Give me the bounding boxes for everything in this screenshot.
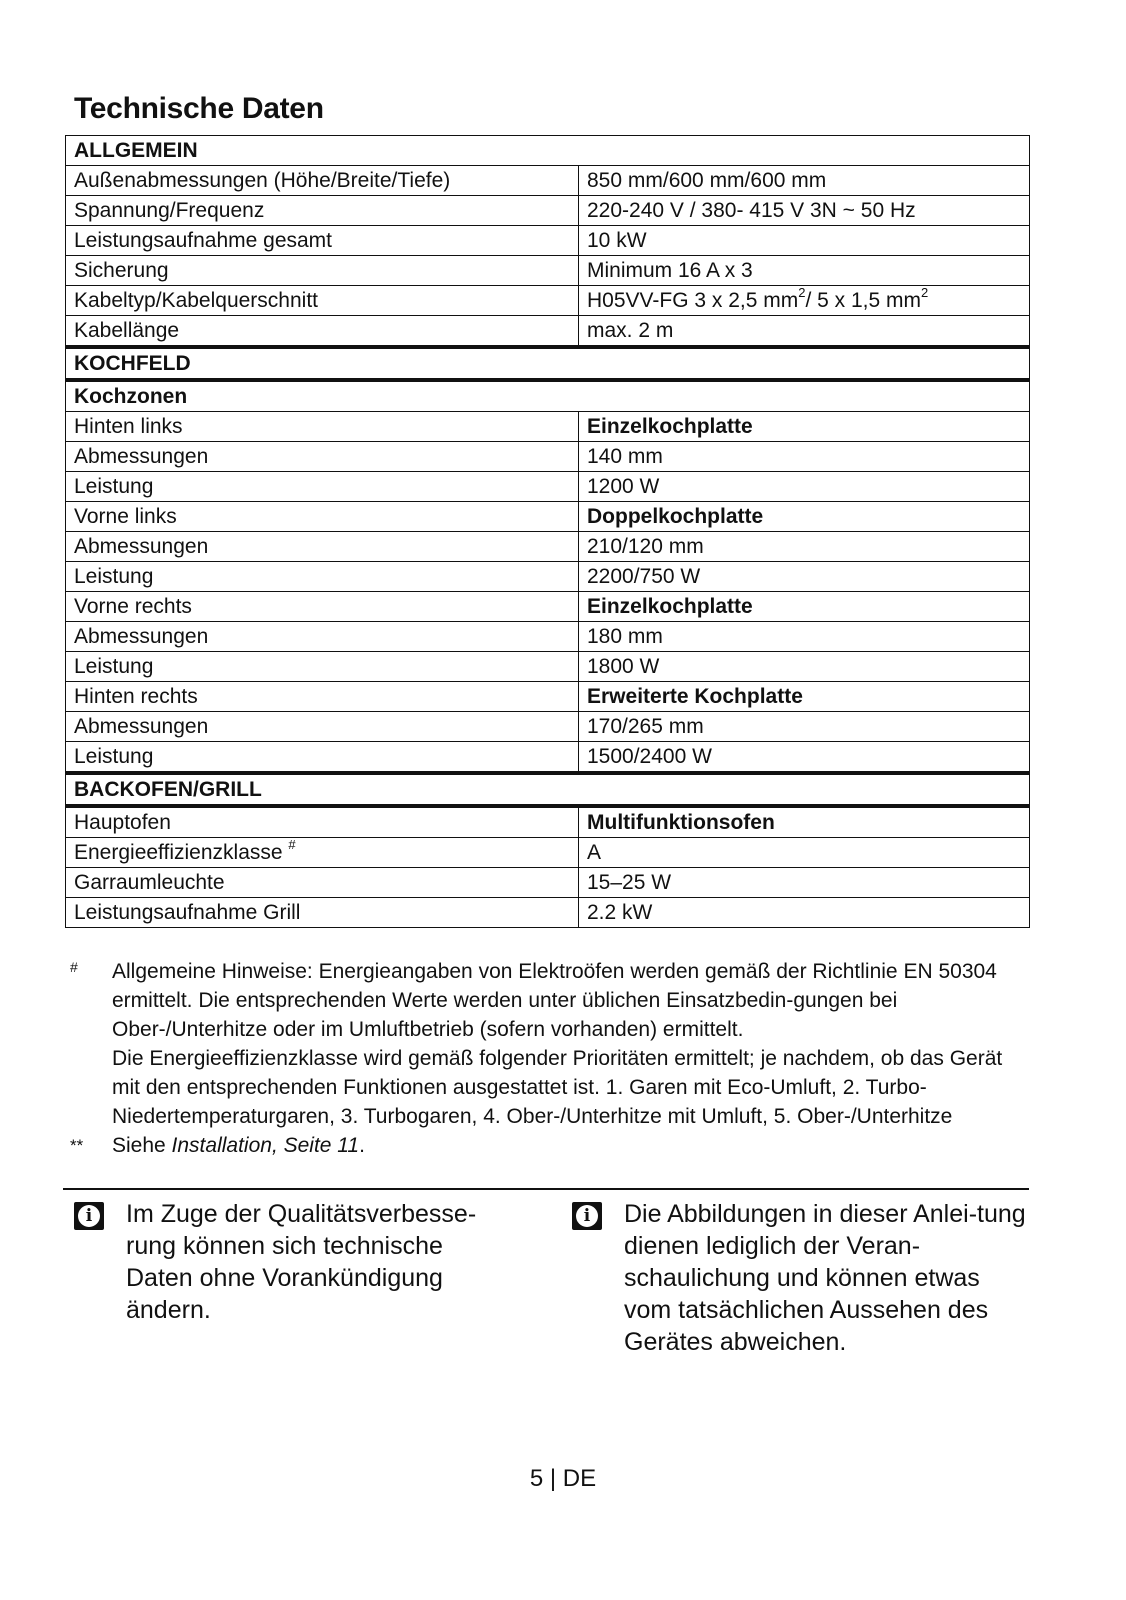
table-row <box>66 316 1030 348</box>
cable-spec-part1: H05VV-FG 3 x 2,5 mm <box>587 289 799 312</box>
row-value: Doppelkochplatte <box>579 502 1030 532</box>
row-value: 170/265 mm <box>579 712 1030 742</box>
row-value: Minimum 16 A x 3 <box>579 256 1030 286</box>
footnote-text: Allgemeine Hinweise: Energieangaben von Elektroöfen werden gemäß der Richtlinie EN 50304 ermittelt. Die entsprechenden Werte werden unter üblichen Einsatzbedin-gungen bei Ober-/Unterhitze oder im Umluftbetrieb (sofern vorhanden) ermittelt. <box>112 960 997 1041</box>
row-label: Leistung <box>66 562 579 592</box>
table-row <box>66 622 1030 652</box>
subsection-title: Kochzonen <box>66 380 1030 412</box>
section-title: BACKOFEN/GRILL <box>66 773 1030 806</box>
table-row <box>66 502 1030 532</box>
table-row <box>66 286 1030 316</box>
row-label: Hauptofen <box>66 806 579 838</box>
row-label: Leistungsaufnahme gesamt <box>66 226 579 256</box>
note-text: Die Abbildungen in dieser Anlei-tung dienen lediglich der Veran-schaulichung und können etwas vom tatsächlichen Aussehen des Gerätes abweichen. <box>624 1200 1026 1356</box>
row-value: 2200/750 W <box>579 562 1030 592</box>
row-value: Einzelkochplatte <box>579 412 1030 442</box>
table-row <box>66 742 1030 774</box>
footnote-marker: # <box>288 837 296 852</box>
table-row <box>66 806 1030 838</box>
row-label: Garraumleuchte <box>66 868 579 898</box>
row-label: Leistung <box>66 652 579 682</box>
row-label: Außenabmessungen (Höhe/Breite/Tiefe) <box>66 166 579 196</box>
row-label <box>66 838 579 868</box>
energy-class-label: Energieeffizienzklasse <box>74 841 283 864</box>
section-header-backofen-grill <box>66 773 1030 806</box>
row-value: 140 mm <box>579 442 1030 472</box>
table-row <box>66 868 1030 898</box>
technical-data-table <box>65 135 1030 928</box>
superscript: 2 <box>921 285 929 300</box>
table-row <box>66 898 1030 928</box>
row-label: Kabeltyp/Kabelquerschnitt <box>66 286 579 316</box>
row-label: Abmessungen <box>66 532 579 562</box>
row-label: Vorne rechts <box>66 592 579 622</box>
row-value: 220-240 V / 380- 415 V 3N ~ 50 Hz <box>579 196 1030 226</box>
row-value: 15–25 W <box>579 868 1030 898</box>
footnote-suffix: . <box>359 1134 365 1157</box>
divider <box>63 1188 1029 1190</box>
table-row <box>66 166 1030 196</box>
cross-reference: Installation, Seite 11 <box>171 1134 360 1157</box>
row-label: Hinten links <box>66 412 579 442</box>
row-label: Sicherung <box>66 256 579 286</box>
row-value: 850 mm/600 mm/600 mm <box>579 166 1030 196</box>
footnote-mark: # <box>70 959 78 975</box>
row-value: Erweiterte Kochplatte <box>579 682 1030 712</box>
info-note-right <box>572 1198 1027 1358</box>
row-value: 210/120 mm <box>579 532 1030 562</box>
table-row <box>66 196 1030 226</box>
table-row <box>66 226 1030 256</box>
table-row <box>66 652 1030 682</box>
row-value: 2.2 kW <box>579 898 1030 928</box>
section-title: ALLGEMEIN <box>66 136 1030 166</box>
table-row <box>66 412 1030 442</box>
row-value: 10 kW <box>579 226 1030 256</box>
table-row <box>66 712 1030 742</box>
row-value <box>579 286 1030 316</box>
table-row <box>66 256 1030 286</box>
row-label: Abmessungen <box>66 442 579 472</box>
table-row <box>66 532 1030 562</box>
table-row <box>66 472 1030 502</box>
footnote-hash <box>70 957 1030 1131</box>
section-header-kochfeld <box>66 347 1030 380</box>
section-header-allgemein <box>66 136 1030 166</box>
row-value: 1500/2400 W <box>579 742 1030 774</box>
footnotes <box>70 957 1030 1160</box>
page-number: 5 | DE <box>529 1465 597 1492</box>
info-note-left <box>74 1198 514 1326</box>
row-label: Leistung <box>66 742 579 774</box>
cable-spec-part2: / 5 x 1,5 mm <box>805 289 921 312</box>
section-title: KOCHFELD <box>66 347 1030 380</box>
table-row <box>66 442 1030 472</box>
row-label: Leistungsaufnahme Grill <box>66 898 579 928</box>
row-value: Multifunktionsofen <box>579 806 1030 838</box>
row-value: 1800 W <box>579 652 1030 682</box>
row-label: Spannung/Frequenz <box>66 196 579 226</box>
superscript: 2 <box>798 285 806 300</box>
table-row <box>66 838 1030 868</box>
row-label: Abmessungen <box>66 712 579 742</box>
row-value: 1200 W <box>579 472 1030 502</box>
row-value: max. 2 m <box>579 316 1030 348</box>
table-row <box>66 682 1030 712</box>
row-value: Einzelkochplatte <box>579 592 1030 622</box>
subsection-header-kochzonen <box>66 380 1030 412</box>
row-value: A <box>579 838 1030 868</box>
row-label: Kabellänge <box>66 316 579 348</box>
row-label: Abmessungen <box>66 622 579 652</box>
row-value: 180 mm <box>579 622 1030 652</box>
footnote-text-continued: Die Energieeffizienzklasse wird gemäß folgender Prioritäten ermittelt; je nachdem, ob das Gerät mit den entsprechenden Funktionen ausgestattet ist. 1. Garen mit Eco-Umluft, 2. Turbo-Niedertemperaturgaren, 3. Turbogaren, 4. Ober-/Unterhitze mit Umluft, 5. Ober-/Unterhitze <box>112 1047 1003 1128</box>
info-icon: i <box>74 1202 104 1230</box>
table-row <box>66 592 1030 622</box>
row-label: Leistung <box>66 472 579 502</box>
footnote-mark: ** <box>70 1136 84 1155</box>
row-label: Vorne links <box>66 502 579 532</box>
page-title: Technische Daten <box>74 92 324 125</box>
footnote-stars <box>70 1131 1030 1160</box>
footnote-prefix: Siehe <box>112 1134 172 1157</box>
row-label: Hinten rechts <box>66 682 579 712</box>
info-icon: i <box>572 1202 602 1230</box>
note-text: Im Zuge der Qualitätsverbesse-rung können sich technische Daten ohne Vorankündigung ändern. <box>126 1200 477 1324</box>
table-row <box>66 562 1030 592</box>
